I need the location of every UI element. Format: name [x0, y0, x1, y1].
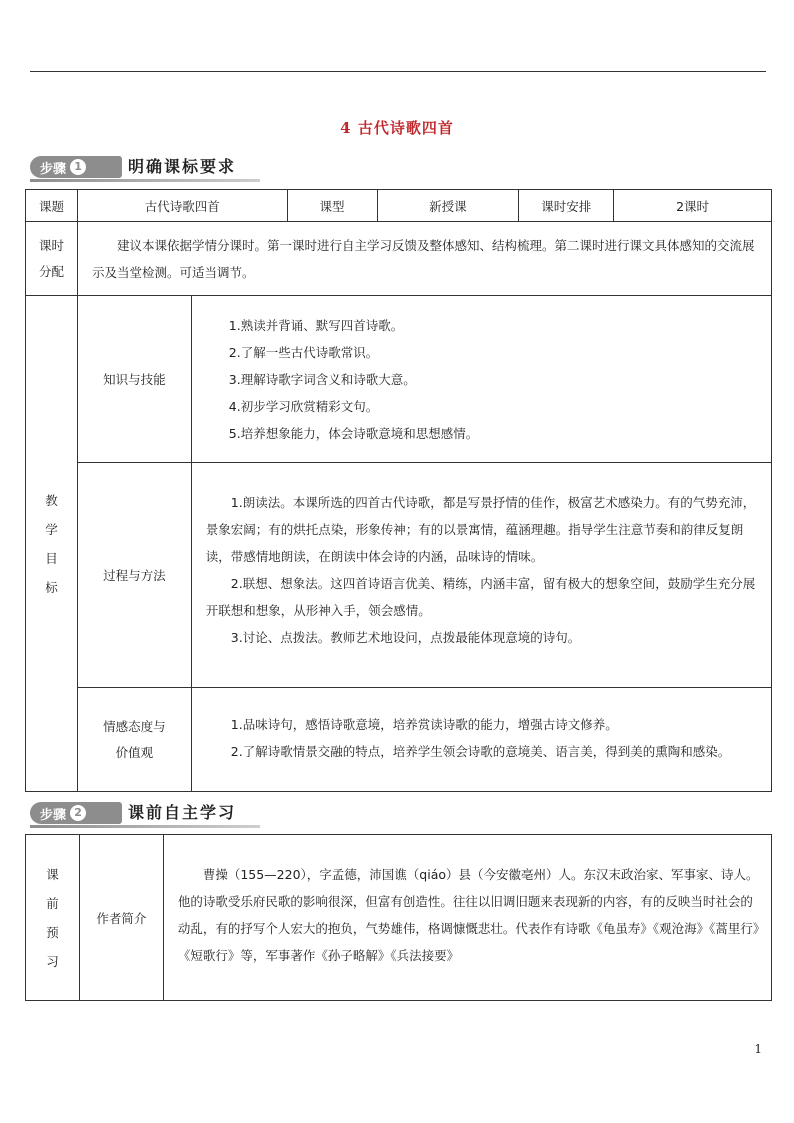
schedule-value: 2课时	[614, 190, 772, 222]
process-list	[191, 463, 771, 688]
emotion-label-line2: 价值观	[115, 744, 154, 760]
schedule-header: 课时安排	[519, 190, 614, 222]
preview-char: 习	[46, 953, 59, 969]
preview-char: 前	[46, 895, 59, 911]
step2-badge	[30, 802, 122, 824]
goals-char: 目	[45, 550, 58, 566]
author-intro-cell	[163, 835, 771, 1001]
course-type-header: 课型	[287, 190, 377, 222]
step1-number: 1	[70, 159, 86, 175]
list-item: 3.理解诗歌字词含义和诗歌大意。	[228, 371, 416, 387]
step1-underline	[30, 179, 260, 182]
page-number: 1	[754, 1042, 762, 1056]
step2-badge-text: 步骤	[40, 807, 67, 823]
document-title: 4 古代诗歌四首	[340, 119, 454, 137]
list-item: 1.熟读并背诵、默写四首诗歌。	[228, 317, 404, 333]
list-item: 4.初步学习欣赏精彩文句。	[228, 398, 379, 414]
table-row	[26, 463, 772, 688]
list-item: 5.培养想象能力，体会诗歌意境和思想感情。	[228, 425, 479, 441]
table-row	[26, 835, 772, 1001]
preview-char: 预	[46, 924, 59, 940]
header-rule	[30, 71, 766, 72]
allocation-header	[26, 222, 78, 296]
course-title-header: 课题	[26, 190, 78, 222]
step1-label: 明确课标要求	[128, 157, 237, 176]
table-row	[26, 190, 772, 222]
process-label: 过程与方法	[77, 463, 191, 688]
table-row	[26, 296, 772, 463]
course-title-value: 古代诗歌四首	[77, 190, 287, 222]
step2-banner	[30, 801, 260, 827]
list-item: 3.讨论、点拨法。教师艺术地设问，点拨最能体现意境的诗句。	[230, 630, 581, 645]
course-type-value: 新授课	[377, 190, 519, 222]
course-standards-table	[25, 189, 772, 792]
allocation-header-line1: 课时	[38, 237, 64, 253]
emotion-list	[191, 688, 771, 792]
step1-badge-text: 步骤	[40, 161, 67, 177]
step2-number: 2	[70, 805, 86, 821]
goals-char: 教	[45, 492, 58, 508]
preview-char: 课	[46, 866, 59, 882]
preview-header	[26, 835, 80, 1001]
allocation-text: 建议本课依据学情分课时。第一课时进行自主学习反馈及整体感知、结构梳理。第二课时进行课文具体感知的交流展示及当堂检测。可适当调节。	[91, 237, 755, 280]
table-row	[26, 222, 772, 296]
pre-class-study-table	[25, 834, 772, 1001]
list-item: 2.了解诗歌情景交融的特点，培养学生领会诗歌的意境美、语言美，得到美的熏陶和感染。	[230, 743, 731, 759]
list-item: 2.联想、想象法。这四首诗语言优美、精练，内涵丰富，留有极大的想象空间，鼓励学生充分展开联想和想象，从形神入手，领会感情。	[205, 576, 756, 618]
knowledge-label: 知识与技能	[77, 296, 191, 463]
teaching-goals-header	[26, 296, 78, 792]
step1-banner	[30, 155, 260, 181]
allocation-text-cell	[77, 222, 771, 296]
allocation-header-line2: 分配	[38, 263, 64, 279]
list-item: 1.品味诗句，感悟诗歌意境，培养赏读诗歌的能力，增强古诗文修养。	[230, 716, 618, 732]
author-intro-label: 作者简介	[79, 835, 163, 1001]
step2-label: 课前自主学习	[128, 803, 237, 822]
list-item: 2.了解一些古代诗歌常识。	[228, 344, 379, 360]
step2-underline	[30, 825, 260, 828]
goals-char: 学	[45, 521, 58, 537]
emotion-label-line1: 情感态度与	[103, 718, 166, 734]
table-row	[26, 688, 772, 792]
list-item: 1.朗读法。本课所选的四首古代诗歌，都是写景抒情的佳作，极富艺术感染力。有的气势充沛，景象宏阔；有的烘托点染，形象传神；有的以景寓情，蕴涵理趣。指导学生注意节奏和韵律反复朗读，带感情地朗读，在朗读中体会诗的内涵，品味诗的情味。	[205, 495, 756, 564]
goals-char: 标	[45, 579, 58, 595]
step1-badge	[30, 156, 122, 178]
author-intro-text: 曹操（155—220），字孟德，沛国谯（qiáo）县（今安徽亳州）人。东汉末政治家、军事家、诗人。他的诗歌受乐府民歌的影响很深，但富有创造性。往往以旧调旧题来表现新的内容，有的反映当时社会的动乱，有的抒写个人宏大的抱负，气势雄伟，格调慷慨悲壮。代表作有诗歌《龟虽寿》《观沧海》《蒿里行》《短歌行》等，军事著作《孙子略解》《兵法接要》	[177, 866, 760, 963]
knowledge-list	[191, 296, 771, 463]
emotion-label	[77, 688, 191, 792]
